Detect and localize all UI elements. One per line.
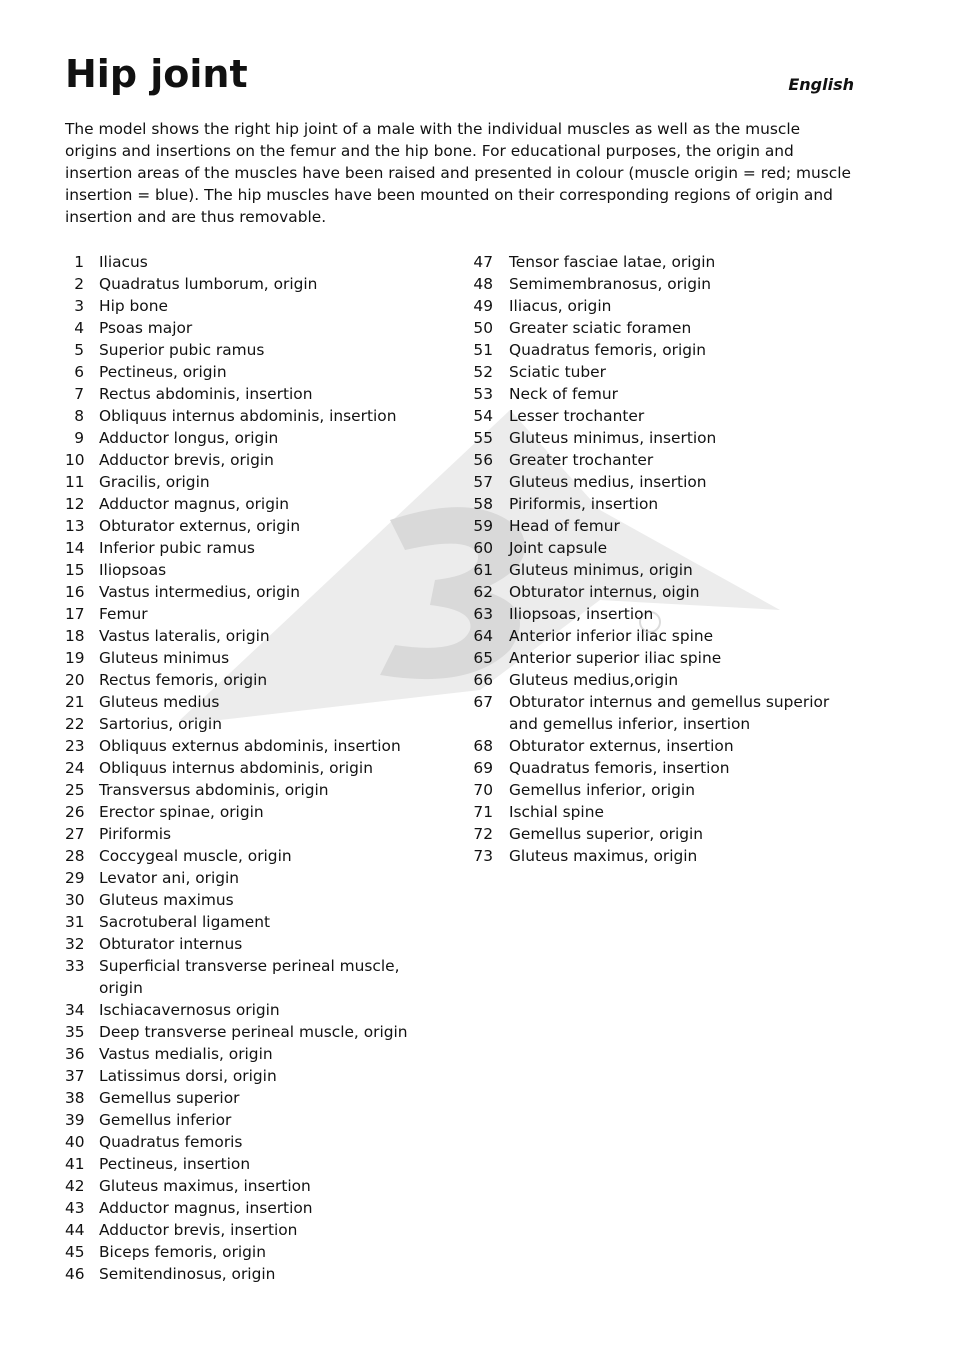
legend-item	[65, 911, 425, 933]
legend-label: Gemellus inferior, origin	[509, 781, 695, 799]
legend-item	[473, 559, 853, 581]
legend-label: Quadratus femoris	[99, 1133, 243, 1151]
legend-number: 27	[65, 825, 85, 843]
legend-item	[65, 471, 425, 493]
legend-number: 55	[473, 429, 493, 447]
legend-item	[65, 273, 425, 295]
legend-label: Obturator externus, origin	[99, 517, 301, 535]
legend-label: Quadratus lumborum, origin	[99, 275, 318, 293]
legend-item	[473, 823, 853, 845]
legend-item	[65, 999, 425, 1021]
legend-label: Vastus intermedius, origin	[99, 583, 300, 601]
legend-item	[473, 339, 853, 361]
legend-item	[473, 779, 853, 801]
legend-label: Sciatic tuber	[509, 363, 606, 381]
legend-label: Rectus femoris, origin	[99, 671, 268, 689]
legend-item	[65, 669, 425, 691]
legend-number: 56	[473, 451, 493, 469]
legend-number: 44	[65, 1221, 85, 1239]
legend-label: Lesser trochanter	[509, 407, 645, 425]
legend-item	[65, 339, 425, 361]
legend-item	[65, 493, 425, 515]
legend-label: Adductor longus, origin	[99, 429, 279, 447]
legend-number: 17	[65, 605, 85, 623]
legend-label: Ischial spine	[509, 803, 604, 821]
legend-number: 5	[74, 341, 84, 359]
language-label: English	[788, 75, 854, 94]
legend-label: Ischiacavernosus origin	[99, 1001, 280, 1019]
legend-number: 61	[473, 561, 493, 579]
legend-number: 63	[473, 605, 493, 623]
legend-item	[473, 603, 853, 625]
legend-number: 71	[473, 803, 493, 821]
legend-label: Levator ani, origin	[99, 869, 240, 887]
legend-label: Gluteus minimus, insertion	[509, 429, 717, 447]
legend-label: Adductor brevis, origin	[99, 451, 274, 469]
legend-item	[65, 955, 425, 999]
legend-number: 54	[473, 407, 493, 425]
legend-column-left	[65, 251, 425, 1285]
legend-number: 29	[65, 869, 85, 887]
legend-item	[65, 1109, 425, 1131]
legend-item	[473, 515, 853, 537]
legend-item	[473, 691, 853, 735]
legend-label: Inferior pubic ramus	[99, 539, 255, 557]
legend-number: 12	[65, 495, 85, 513]
legend-label: Anterior superior iliac spine	[509, 649, 722, 667]
legend-item	[65, 1241, 425, 1263]
legend-number: 52	[473, 363, 493, 381]
legend-item	[65, 1219, 425, 1241]
legend-item	[65, 713, 425, 735]
legend-label: Hip bone	[99, 297, 168, 315]
legend-item	[65, 1263, 425, 1285]
legend-number: 2	[74, 275, 84, 293]
legend-label: Superficial transverse perineal muscle, origin	[99, 957, 400, 997]
legend-number: 51	[473, 341, 493, 359]
legend-number: 1	[74, 253, 84, 271]
legend-label: Gluteus minimus	[99, 649, 230, 667]
legend-item	[473, 427, 853, 449]
legend-number: 34	[65, 1001, 85, 1019]
legend-label: Pectineus, insertion	[99, 1155, 251, 1173]
legend-label: Gluteus maximus, insertion	[99, 1177, 311, 1195]
legend-item	[473, 801, 853, 823]
legend-item	[65, 1197, 425, 1219]
legend-item	[65, 1021, 425, 1043]
legend-item	[65, 647, 425, 669]
legend-label: Greater trochanter	[509, 451, 654, 469]
legend-number: 26	[65, 803, 85, 821]
legend-number: 24	[65, 759, 85, 777]
legend-item	[65, 449, 425, 471]
legend-item	[473, 383, 853, 405]
legend-label: Gracilis, origin	[99, 473, 210, 491]
legend-label: Gluteus maximus	[99, 891, 234, 909]
legend-label: Obturator externus, insertion	[509, 737, 734, 755]
legend-number: 40	[65, 1133, 85, 1151]
legend-item	[473, 581, 853, 603]
legend-label: Semimembranosus, origin	[509, 275, 712, 293]
legend-label: Sartorius, origin	[99, 715, 222, 733]
legend-label: Gemellus inferior	[99, 1111, 232, 1129]
legend-number: 49	[473, 297, 493, 315]
legend-label: Pectineus, origin	[99, 363, 227, 381]
legend-number: 50	[473, 319, 493, 337]
legend-item	[65, 295, 425, 317]
legend-label: Gluteus medius,origin	[509, 671, 679, 689]
legend-label: Piriformis, insertion	[509, 495, 659, 513]
legend-number: 21	[65, 693, 85, 711]
legend-number: 35	[65, 1023, 85, 1041]
legend-number: 37	[65, 1067, 85, 1085]
legend-item	[65, 1043, 425, 1065]
legend-number: 47	[473, 253, 493, 271]
legend-item	[473, 295, 853, 317]
legend-number: 72	[473, 825, 493, 843]
legend-number: 25	[65, 781, 85, 799]
legend-item	[65, 1175, 425, 1197]
legend-label: Femur	[99, 605, 148, 623]
legend-number: 43	[65, 1199, 85, 1217]
legend-item	[473, 361, 853, 383]
intro-paragraph: The model shows the right hip joint of a male with the individual muscles as well as the muscle origins and insertions on the femur and the hip bone. For educational purposes, the origin and insertion areas of the muscles have been raised and presented in colour (muscle origin = red; muscle insertion = blue). The hip muscles have been mounted on their corresponding regions of origin and insertion and are thus removable.	[65, 120, 851, 226]
legend-number: 58	[473, 495, 493, 513]
legend-label: Greater sciatic foramen	[509, 319, 692, 337]
legend-label: Obliquus externus abdominis, insertion	[99, 737, 401, 755]
legend-item	[473, 669, 853, 691]
legend-label: Gemellus superior, origin	[509, 825, 704, 843]
legend-item	[65, 1131, 425, 1153]
legend-number: 41	[65, 1155, 85, 1173]
legend-number: 73	[473, 847, 493, 865]
legend-number: 6	[74, 363, 84, 381]
legend-number: 14	[65, 539, 85, 557]
legend-item	[473, 493, 853, 515]
legend-number: 3	[74, 297, 84, 315]
legend-item	[65, 801, 425, 823]
legend-label: Quadratus femoris, insertion	[509, 759, 730, 777]
legend-label: Gluteus medius, insertion	[509, 473, 707, 491]
legend-item	[65, 823, 425, 845]
legend-label: Latissimus dorsi, origin	[99, 1067, 277, 1085]
legend-item	[65, 1153, 425, 1175]
legend-number: 15	[65, 561, 85, 579]
legend-label: Deep transverse perineal muscle, origin	[99, 1023, 408, 1041]
legend-number: 30	[65, 891, 85, 909]
legend-label: Vastus lateralis, origin	[99, 627, 270, 645]
legend-number: 36	[65, 1045, 85, 1063]
legend-label: Obturator internus, oigin	[509, 583, 700, 601]
legend-number: 62	[473, 583, 493, 601]
legend-label: Semitendinosus, origin	[99, 1265, 276, 1283]
legend-label: Adductor magnus, origin	[99, 495, 290, 513]
legend-item	[65, 537, 425, 559]
legend-item	[65, 317, 425, 339]
legend-number: 57	[473, 473, 493, 491]
legend-number: 32	[65, 935, 85, 953]
legend-item	[473, 273, 853, 295]
legend-item	[65, 691, 425, 713]
legend-label: Transversus abdominis, origin	[99, 781, 329, 799]
legend-item	[65, 427, 425, 449]
legend-label: Anterior inferior iliac spine	[509, 627, 714, 645]
legend-number: 46	[65, 1265, 85, 1283]
legend-label: Vastus medialis, origin	[99, 1045, 273, 1063]
legend-label: Superior pubic ramus	[99, 341, 265, 359]
legend-number: 31	[65, 913, 85, 931]
legend-label: Iliacus, origin	[509, 297, 612, 315]
legend-number: 9	[74, 429, 84, 447]
legend-label: Neck of femur	[509, 385, 618, 403]
legend-item	[65, 361, 425, 383]
legend-label: Tensor fasciae latae, origin	[509, 253, 716, 271]
legend-label: Sacrotuberal ligament	[99, 913, 271, 931]
legend-item	[65, 581, 425, 603]
legend-item	[473, 251, 853, 273]
legend-item	[65, 383, 425, 405]
legend-item	[473, 471, 853, 493]
legend-item	[473, 757, 853, 779]
legend-label: Adductor magnus, insertion	[99, 1199, 313, 1217]
legend-item	[65, 559, 425, 581]
legend-number: 65	[473, 649, 493, 667]
legend-number: 22	[65, 715, 85, 733]
legend-label: Adductor brevis, insertion	[99, 1221, 298, 1239]
legend-item	[65, 889, 425, 911]
legend-number: 67	[473, 693, 493, 711]
legend-label: Gluteus medius	[99, 693, 220, 711]
legend-item	[473, 449, 853, 471]
legend-number: 59	[473, 517, 493, 535]
legend-item	[65, 603, 425, 625]
legend-item	[473, 537, 853, 559]
legend-label: Iliopsoas	[99, 561, 167, 579]
legend-label: Iliopsoas, insertion	[509, 605, 654, 623]
legend-label: Psoas major	[99, 319, 193, 337]
legend-number: 4	[74, 319, 84, 337]
legend-number: 18	[65, 627, 85, 645]
legend-number: 23	[65, 737, 85, 755]
legend-number: 7	[74, 385, 84, 403]
legend-number: 10	[65, 451, 85, 469]
page-title: Hip joint	[65, 52, 248, 96]
legend-label: Obturator internus and gemellus superior and gemellus inferior, insertion	[509, 693, 830, 733]
legend-number: 68	[473, 737, 493, 755]
legend-number: 70	[473, 781, 493, 799]
legend-label: Obliquus internus abdominis, origin	[99, 759, 373, 777]
legend-number: 64	[473, 627, 493, 645]
legend-number: 8	[74, 407, 84, 425]
legend-item	[65, 251, 425, 273]
legend-number: 28	[65, 847, 85, 865]
legend-label: Gluteus minimus, origin	[509, 561, 693, 579]
legend-number: 48	[473, 275, 493, 293]
legend-label: Gemellus superior	[99, 1089, 240, 1107]
legend-number: 20	[65, 671, 85, 689]
legend-item	[473, 845, 853, 867]
legend-item	[473, 317, 853, 339]
legend-item	[65, 1065, 425, 1087]
legend-number: 16	[65, 583, 85, 601]
legend-number: 38	[65, 1089, 85, 1107]
legend-item	[65, 1087, 425, 1109]
legend-item	[65, 515, 425, 537]
legend-label: Obturator internus	[99, 935, 243, 953]
legend-label: Coccygeal muscle, origin	[99, 847, 292, 865]
legend-number: 19	[65, 649, 85, 667]
legend-item	[473, 647, 853, 669]
legend-item	[473, 735, 853, 757]
legend-label: Gluteus maximus, origin	[509, 847, 698, 865]
legend-item	[65, 779, 425, 801]
legend-number: 33	[65, 957, 85, 975]
legend-number: 66	[473, 671, 493, 689]
legend-label: Biceps femoris, origin	[99, 1243, 266, 1261]
legend-number: 69	[473, 759, 493, 777]
legend-column-right	[473, 251, 853, 867]
legend-number: 45	[65, 1243, 85, 1261]
legend-item	[65, 405, 425, 427]
legend-number: 42	[65, 1177, 85, 1195]
legend-item	[65, 867, 425, 889]
legend-label: Quadratus femoris, origin	[509, 341, 707, 359]
legend-number: 60	[473, 539, 493, 557]
legend-label: Iliacus	[99, 253, 148, 271]
legend-label: Erector spinae, origin	[99, 803, 264, 821]
legend-item	[65, 933, 425, 955]
legend-number: 53	[473, 385, 493, 403]
legend-item	[65, 625, 425, 647]
legend-item	[65, 735, 425, 757]
legend-item	[473, 625, 853, 647]
legend-item	[65, 757, 425, 779]
legend-label: Obliquus internus abdominis, insertion	[99, 407, 397, 425]
legend-label: Rectus abdominis, insertion	[99, 385, 313, 403]
legend-number: 11	[65, 473, 85, 491]
legend-label: Head of femur	[509, 517, 620, 535]
legend-item	[65, 845, 425, 867]
legend-number: 39	[65, 1111, 85, 1129]
legend-number: 13	[65, 517, 85, 535]
legend-item	[473, 405, 853, 427]
legend-label: Piriformis	[99, 825, 172, 843]
legend-label: Joint capsule	[509, 539, 608, 557]
